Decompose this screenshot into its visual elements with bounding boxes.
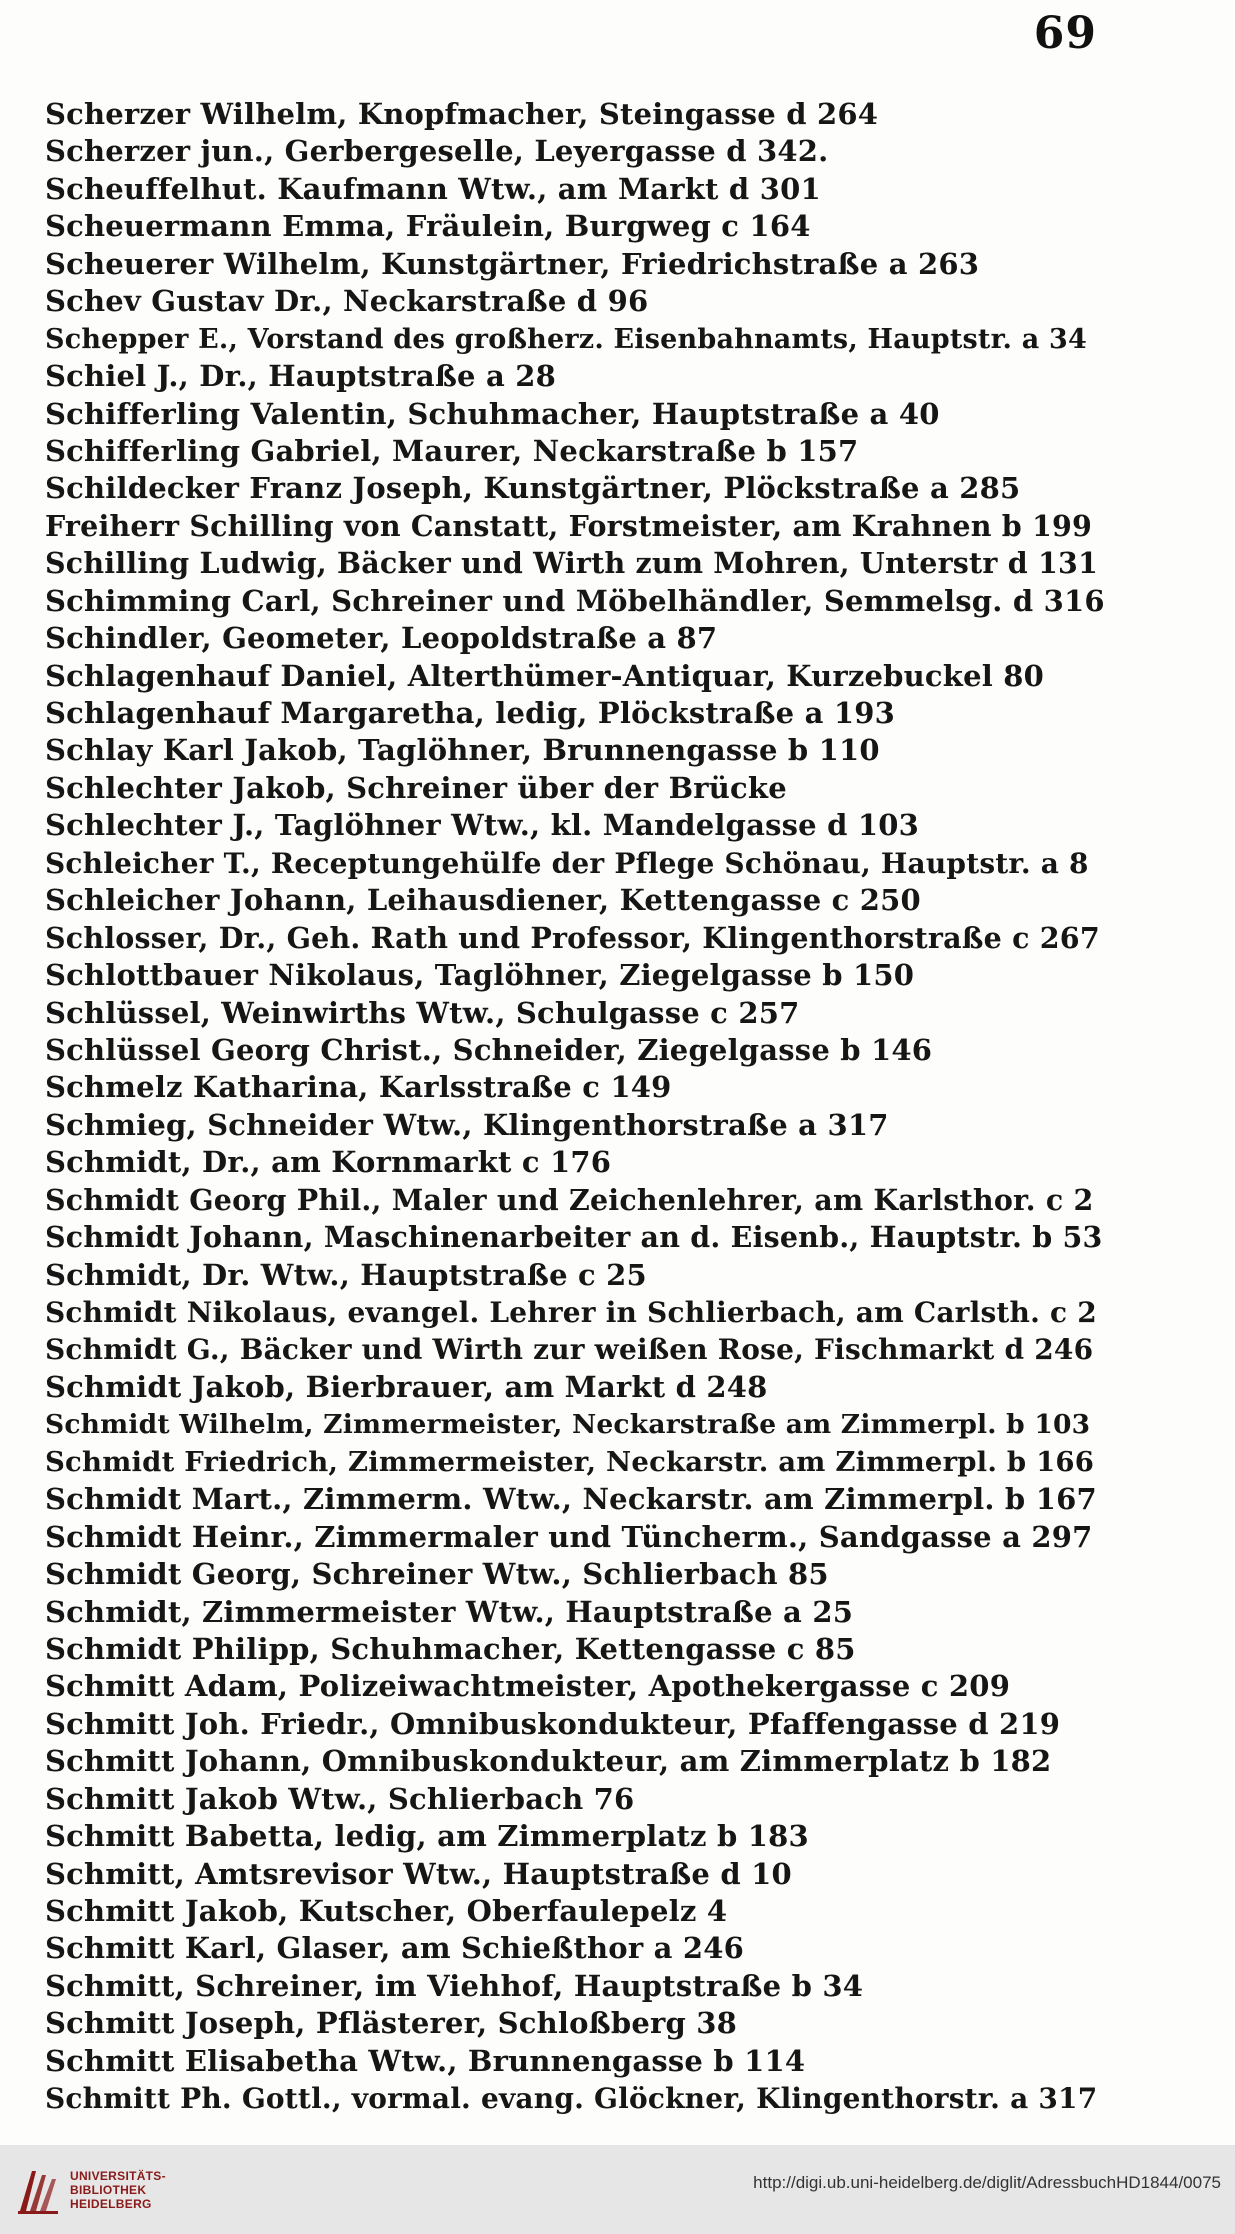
directory-entry: Schlagenhauf Daniel, Alterthümer-Antiquar, Kurzebuckel 80	[45, 658, 1044, 693]
directory-entry: Schmitt Jakob, Kutscher, Oberfaulepelz 4	[45, 1894, 728, 1928]
directory-entry: Schmidt G., Bäcker und Wirth zur weißen Rose, Fischmarkt d 246	[45, 1333, 1094, 1367]
directory-entry: Schilling Ludwig, Bäcker und Wirth zum Mohren, Unterstr d 131	[45, 546, 1099, 581]
directory-entry: Schmitt Ph. Gottl., vormal. evang. Glöckner, Klingenthorstr. a 317	[45, 2082, 1098, 2116]
directory-entry: Schmidt Georg Phil., Maler und Zeichenlehrer, am Karlsthor. c 2	[45, 1182, 1094, 1217]
directory-entry: Schmidt, Zimmermeister Wtw., Hauptstraße a 25	[45, 1594, 854, 1629]
directory-entry: Schlechter Jakob, Schreiner über der Brücke	[45, 770, 787, 805]
directory-entry: Schmitt Johann, Omnibuskondukteur, am Zimmerplatz b 182	[45, 1744, 1052, 1779]
directory-entry: Schmitt Joseph, Pflästerer, Schloßberg 38	[45, 2006, 738, 2041]
directory-entry: Schmitt Elisabetha Wtw., Brunnengasse b 114	[45, 2043, 806, 2078]
directory-entry: Schleicher T., Receptungehülfe der Pflege Schönau, Hauptstr. a 8	[45, 846, 1089, 880]
footer-bar	[0, 2145, 1235, 2234]
directory-entry: Schlottbauer Nikolaus, Taglöhner, Ziegelgasse b 150	[45, 958, 915, 993]
directory-entry: Schmidt Jakob, Bierbrauer, am Markt d 248	[45, 1369, 768, 1404]
directory-entry: Schev Gustav Dr., Neckarstraße d 96	[45, 284, 649, 319]
directory-entry: Schmelz Katharina, Karlsstraße c 149	[45, 1070, 672, 1105]
directory-entry: Scheuermann Emma, Fräulein, Burgweg c 164	[45, 209, 811, 244]
directory-entries	[45, 96, 1105, 2118]
directory-entry: Schlüssel, Weinwirths Wtw., Schulgasse c 257	[45, 995, 800, 1030]
directory-entry: Freiherr Schilling von Canstatt, Forstmeister, am Krahnen b 199	[45, 508, 1093, 543]
directory-entry: Scherzer Wilhelm, Knopfmacher, Steingasse d 264	[45, 97, 879, 131]
directory-entry: Schifferling Valentin, Schuhmacher, Hauptstraße a 40	[45, 396, 940, 431]
directory-entry: Scheuerer Wilhelm, Kunstgärtner, Friedrichstraße a 263	[45, 246, 980, 281]
directory-entry: Schmidt Georg, Schreiner Wtw., Schlierbach 85	[45, 1557, 829, 1592]
logo-line-1: UNIVERSITÄTS-	[70, 2169, 166, 2183]
directory-entry: Schmitt Jakob Wtw., Schlierbach 76	[45, 1781, 635, 1816]
logo-line-2: BIBLIOTHEK	[70, 2183, 147, 2197]
page-number: 69	[1033, 8, 1097, 59]
directory-entry: Schmitt Babetta, ledig, am Zimmerplatz b 183	[45, 1819, 809, 1854]
directory-entry: Schmidt Wilhelm, Zimmermeister, Neckarstraße am Zimmerpl. b 103	[45, 1409, 1091, 1441]
directory-entry: Schifferling Gabriel, Maurer, Neckarstraße b 157	[45, 433, 859, 468]
directory-entry: Schmidt Nikolaus, evangel. Lehrer in Schlierbach, am Carlsth. c 2	[45, 1296, 1097, 1329]
directory-entry: Schlechter J., Taglöhner Wtw., kl. Mandelgasse d 103	[45, 808, 919, 843]
directory-entry: Scheuffelhut. Kaufmann Wtw., am Markt d 301	[45, 171, 821, 206]
directory-entry: Schmidt Friedrich, Zimmermeister, Neckarstr. am Zimmerpl. b 166	[45, 1445, 1095, 1478]
directory-entry: Scherzer jun., Gerbergeselle, Leyergasse d 342.	[45, 134, 829, 169]
directory-entry: Schlagenhauf Margaretha, ledig, Plöckstraße a 193	[45, 696, 896, 730]
directory-entry: Schmitt Joh. Friedr., Omnibuskondukteur, Pfaffengasse d 219	[45, 1706, 1061, 1741]
directory-entry: Schildecker Franz Joseph, Kunstgärtner, Plöckstraße a 285	[45, 471, 1021, 506]
directory-entry: Schimming Carl, Schreiner und Möbelhändler, Semmelsg. d 316	[45, 583, 1105, 618]
source-url-link[interactable]: http://digi.ub.uni-heidelberg.de/diglit/AdressbuchHD1844/0075	[753, 2173, 1221, 2192]
directory-entry: Schleicher Johann, Leihausdiener, Kettengasse c 250	[45, 883, 921, 918]
logo-text	[70, 2169, 166, 2211]
directory-entry: Schiel J., Dr., Hauptstraße a 28	[45, 359, 557, 394]
directory-entry: Schmitt Adam, Polizeiwachtmeister, Apothekergasse c 209	[45, 1669, 1011, 1704]
directory-entry: Schmidt Heinr., Zimmermaler und Tüncherm., Sandgasse a 297	[45, 1519, 1093, 1554]
library-logo[interactable]	[14, 2161, 164, 2221]
directory-entry: Schmitt, Amtsrevisor Wtw., Hauptstraße d 10	[45, 1856, 792, 1891]
logo-line-3: HEIDELBERG	[70, 2197, 152, 2211]
directory-entry: Schlosser, Dr., Geh. Rath und Professor, Klingenthorstraße c 267	[45, 920, 1100, 955]
directory-entry: Schmidt Johann, Maschinenarbeiter an d. Eisenb., Hauptstr. b 53	[45, 1220, 1103, 1255]
directory-entry: Schmitt Karl, Glaser, am Schießthor a 246	[45, 1931, 745, 1966]
directory-entry: Schmitt, Schreiner, im Viehhof, Hauptstraße b 34	[45, 1968, 864, 2003]
directory-entry: Schlay Karl Jakob, Taglöhner, Brunnengasse b 110	[45, 733, 880, 768]
university-library-logo-icon	[14, 2165, 62, 2217]
directory-entry: Schindler, Geometer, Leopoldstraße a 87	[45, 621, 718, 656]
directory-entry: Schmidt Mart., Zimmerm. Wtw., Neckarstr. am Zimmerpl. b 167	[45, 1482, 1097, 1517]
directory-entry: Schepper E., Vorstand des großherz. Eisenbahnamts, Hauptstr. a 34	[45, 323, 1088, 355]
directory-entry: Schmidt, Dr. Wtw., Hauptstraße c 25	[45, 1257, 647, 1292]
directory-entry: Schmidt, Dr., am Kornmarkt c 176	[45, 1145, 612, 1180]
directory-entry: Schmidt Philipp, Schuhmacher, Kettengasse c 85	[45, 1631, 856, 1666]
directory-entry: Schlüssel Georg Christ., Schneider, Ziegelgasse b 146	[45, 1032, 933, 1067]
directory-entry: Schmieg, Schneider Wtw., Klingenthorstraße a 317	[45, 1107, 889, 1142]
